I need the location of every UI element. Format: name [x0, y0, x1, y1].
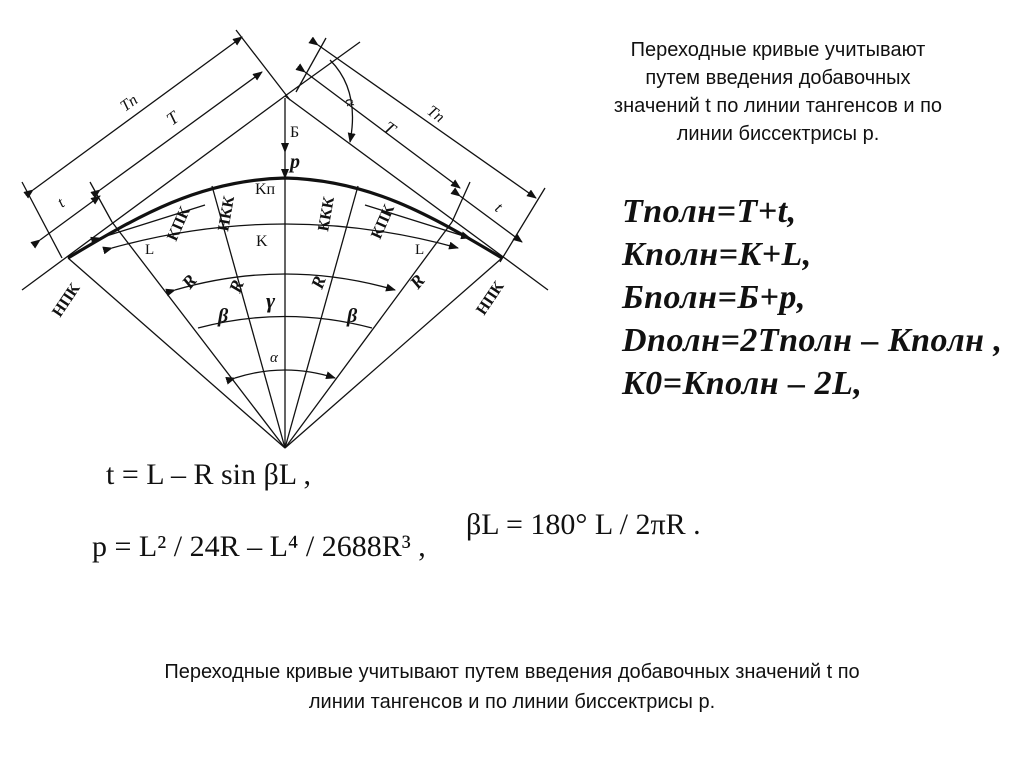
- p-formula: p = L² / 24R – L⁴ / 2688R³ ,: [92, 530, 426, 563]
- ext-line: [500, 188, 545, 262]
- formula-b-full: Бполн=Б+p,: [622, 279, 806, 316]
- formula-t-full: Tполн=T+t,: [622, 193, 797, 230]
- radius-line: [285, 222, 452, 448]
- beta-left-label: β: [218, 305, 229, 327]
- p-label: p: [290, 151, 300, 173]
- heading-line: путем введения добавочных: [645, 67, 911, 89]
- left-tangent-extension: [285, 42, 360, 96]
- npk-right-label: НПК: [473, 278, 508, 319]
- ext-line: [90, 182, 112, 222]
- k-label: K: [256, 233, 268, 250]
- heading-line: значений t по линии тангенсов и по: [613, 95, 943, 117]
- gamma-label: γ: [266, 288, 276, 313]
- caption-line: Переходные кривые учитывают путем введения добавочных значений t по: [164, 661, 860, 683]
- t-formula: t = L – R sin βL ,: [106, 458, 311, 491]
- t-right-label: T: [379, 117, 400, 140]
- r-label-2: R: [224, 277, 248, 296]
- kp-label: Kп: [255, 181, 276, 198]
- heading-line: Переходные кривые учитывают: [630, 39, 926, 61]
- ext-line: [22, 182, 62, 258]
- r-label-1: R: [177, 270, 201, 293]
- nkk-label: НКК: [215, 194, 239, 233]
- radius-line: [112, 222, 285, 448]
- beta-right-label: β: [347, 305, 358, 327]
- alpha-bottom-label: α: [270, 350, 278, 366]
- r-label-3: R: [306, 273, 330, 292]
- l-left-label: L: [145, 242, 155, 258]
- formula-k-full: Kполн=K+L,: [622, 236, 812, 273]
- kkk-label: ККК: [315, 195, 338, 233]
- right-small-t-dimension: [460, 196, 522, 242]
- small-t-right-label: t: [491, 199, 506, 216]
- caption-text: [30, 657, 994, 717]
- radius-line: [68, 258, 285, 448]
- b-label: Б: [290, 124, 300, 141]
- heading-text: [548, 36, 1008, 148]
- kpk-right-label: КПК: [368, 202, 399, 242]
- heading-line: линии биссектрисы p.: [676, 123, 880, 145]
- left-tp-dimension: [33, 37, 242, 190]
- formula-list: [622, 190, 1003, 405]
- ext-line: [236, 30, 290, 100]
- formula-k0: K0=Kполн – 2L,: [622, 365, 863, 402]
- right-tp-dimension: [318, 45, 536, 198]
- kpk-left-label: КПК: [164, 204, 195, 244]
- right-tangent-line: [285, 96, 548, 290]
- alpha-top-label: α: [341, 95, 359, 109]
- small-t-left-label: t: [54, 194, 68, 212]
- tp-right-label: Tп: [423, 102, 448, 127]
- tp-left-label: Tп: [117, 91, 142, 116]
- formula-d-full: Dполн=2Tполн – Kполн ,: [622, 322, 1003, 359]
- left-tangent-line: [22, 96, 285, 290]
- t-left-label: T: [162, 107, 183, 130]
- beta-formula: βL = 180° L / 2πR .: [466, 508, 701, 541]
- road-curve-diagram: [0, 0, 560, 460]
- caption-line: линии тангенсов и по линии биссектрисы p.: [308, 691, 716, 713]
- r-label-4: R: [405, 270, 429, 293]
- npk-left-label: НПК: [49, 280, 84, 321]
- l-right-label: L: [415, 242, 425, 258]
